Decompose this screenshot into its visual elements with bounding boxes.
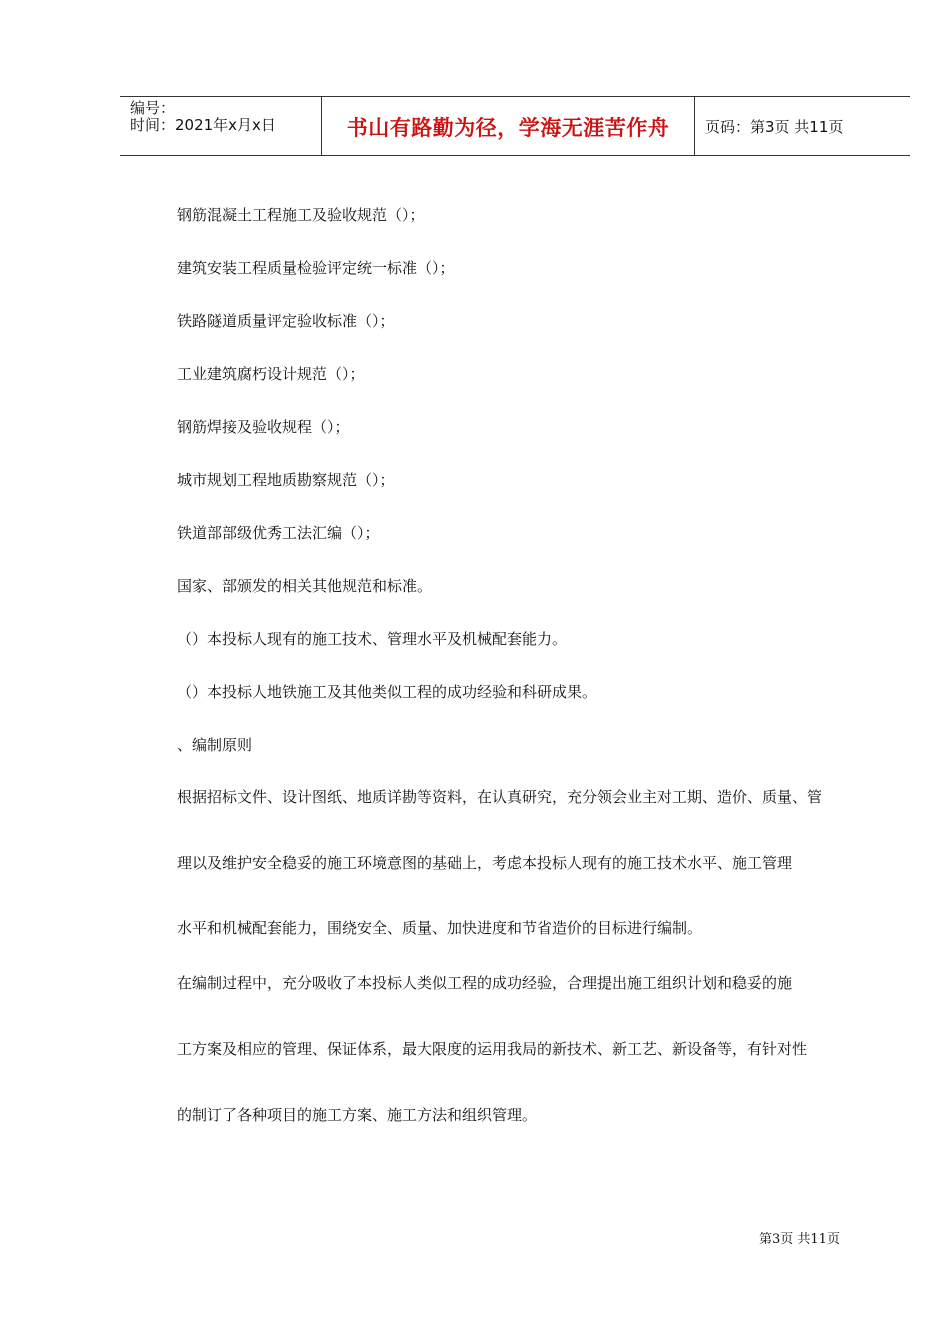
list-item: 钢筋混凝土工程施工及验收规范（）； — [177, 206, 425, 224]
list-item: （）本投标人地铁施工及其他类似工程的成功经验和科研成果。 — [177, 683, 598, 701]
paragraph-line: 根据招标文件、设计图纸、地质详勘等资料，在认真研究，充分领会业主对工期、造价、质量、管 — [177, 788, 823, 806]
list-item: （）本投标人现有的施工技术、管理水平及机械配套能力。 — [177, 630, 568, 648]
code-label: 编号： — [130, 99, 176, 117]
paragraph-line: 在编制过程中，充分吸收了本投标人类似工程的成功经验，合理提出施工组织计划和稳妥的施 — [177, 974, 793, 992]
header-motto-cell — [322, 97, 695, 156]
header-page-number: 页码：第3页 共11页 — [705, 118, 844, 136]
section-heading: 、编制原则 — [177, 736, 253, 754]
paragraph-line: 的制订了各种项目的施工方案、施工方法和组织管理。 — [177, 1106, 538, 1124]
list-item: 铁道部部级优秀工法汇编（）； — [177, 524, 380, 542]
time-label: 时间：2021年x月x日 — [130, 116, 276, 134]
list-item: 工业建筑腐朽设计规范（）； — [177, 365, 365, 383]
paragraph-line: 工方案及相应的管理、保证体系，最大限度的运用我局的新技术、新工艺、新设备等，有针对性 — [177, 1040, 808, 1058]
header-motto: 书山有路勤为径，学海无涯苦作舟 — [346, 115, 670, 140]
page-header — [120, 96, 910, 156]
list-item: 建筑安装工程质量检验评定统一标准（）； — [177, 259, 455, 277]
paragraph-line: 水平和机械配套能力，围绕安全、质量、加快进度和节省造价的目标进行编制。 — [177, 919, 703, 937]
paragraph-line: 理以及维护安全稳妥的施工环境意图的基础上，考虑本投标人现有的施工技术水平、施工管理 — [177, 854, 793, 872]
list-item: 铁路隧道质量评定验收标准（）； — [177, 312, 395, 330]
footer-page-number: 第3页 共11页 — [759, 1232, 840, 1247]
list-item: 国家、部颁发的相关其他规范和标准。 — [177, 577, 433, 595]
header-meta — [120, 97, 322, 156]
list-item: 钢筋焊接及验收规程（）； — [177, 418, 350, 436]
list-item: 城市规划工程地质勘察规范（）； — [177, 471, 395, 489]
